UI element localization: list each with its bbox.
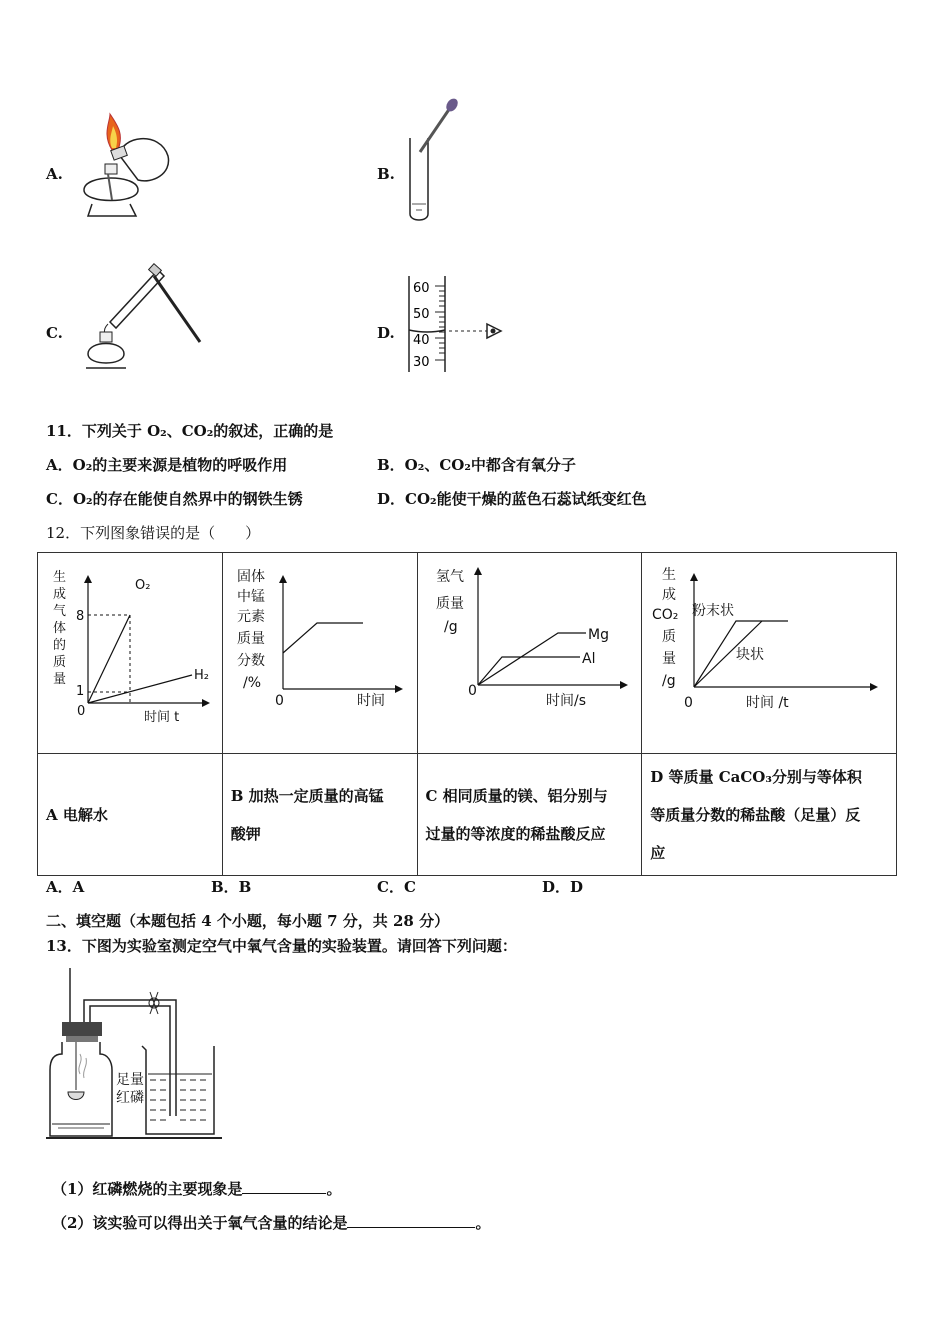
graph-c-xlabel: 时间/s — [545, 693, 586, 709]
heating-test-tube-figure — [80, 262, 210, 374]
graph-a-o2-line — [88, 615, 130, 703]
graph-b-origin: 0 — [274, 693, 284, 709]
q12-choice-b: B．B — [211, 878, 252, 896]
graph-c-al-label: Al — [581, 651, 595, 667]
graph-a-tick-8: 8 — [76, 609, 85, 624]
q12-choice-a: A．A — [46, 878, 85, 896]
graph-a-ylabel-6: 质 — [53, 655, 67, 670]
q12-choice-d: D．D — [542, 878, 584, 896]
oxygen-content-apparatus-figure — [44, 962, 228, 1142]
apparatus-label-line-1: 足量 — [116, 1072, 144, 1088]
graph-a-electrolysis — [38, 553, 220, 749]
graph-c-ylabel-3: /g — [443, 619, 458, 635]
graph-d-caco3 — [642, 553, 894, 749]
graph-a-tick-1: 1 — [76, 684, 85, 699]
q11-option-b: B．O₂、CO₂中都含有氧分子 — [377, 456, 576, 474]
q13-part-1: （1）红磷燃烧的主要现象是 。 — [52, 1180, 342, 1198]
option-b-label: B. — [377, 165, 395, 183]
cylinder-tick-50: 50 — [413, 307, 430, 322]
q13-part-1-answer-blank[interactable] — [242, 1179, 326, 1194]
caption-c: C 相同质量的镁、铝分别与 过量的等浓度的稀盐酸反应 — [417, 754, 642, 876]
graph-b-line — [283, 623, 363, 653]
graduated-cylinder-reading-figure — [405, 272, 510, 377]
apparatus-label-line-2: 红磷 — [116, 1090, 144, 1106]
caption-d: D 等质量 CaCO₃分别与等体积 等质量分数的稀盐酸（足量）反 应 — [642, 754, 897, 876]
graph-d-block-label: 块状 — [736, 647, 765, 663]
graph-d-ylabel-1: 生 — [662, 567, 677, 583]
option-a-label: A. — [46, 165, 63, 183]
test-tube-dropper-figure — [400, 96, 470, 226]
q13-part-2: （2）该实验可以得出关于氧气含量的结论是 。 — [52, 1214, 491, 1232]
graph-c-al-line — [478, 657, 580, 685]
q11-stem: 11．下列关于 O₂、CO₂的叙述，正确的是 — [46, 422, 334, 440]
cylinder-tick-60: 60 — [413, 281, 430, 296]
graph-b-ylabel-2: 中锰 — [236, 589, 265, 605]
section-2-heading: 二、填空题（本题包括 4 个小题，每小题 7 分，共 28 分） — [46, 912, 450, 930]
q11-option-c: C．O₂的存在能使自然界中的钢铁生锈 — [46, 490, 303, 508]
graph-a-ylabel-4: 体 — [53, 621, 67, 636]
caption-b: B 加热一定质量的高锰 酸钾 — [222, 754, 417, 876]
graph-b-kmno4 — [223, 553, 415, 749]
graph-a-ylabel-5: 的 — [53, 638, 67, 653]
graph-d-ylabel-5: 量 — [662, 651, 677, 667]
graph-b-ylabel-4: 质量 — [236, 631, 265, 647]
graph-c-ylabel-1: 氢气 — [435, 569, 464, 585]
q11-option-a: A．O₂的主要来源是植物的呼吸作用 — [46, 456, 288, 474]
option-c-label: C. — [46, 324, 63, 342]
cylinder-tick-30: 30 — [413, 355, 430, 370]
alcohol-lamp-lighting-figure — [72, 112, 177, 222]
graph-d-ylabel-2: 成 — [662, 587, 677, 603]
graph-c-ylabel-2: 质量 — [435, 596, 464, 612]
graph-c-mg-label: Mg — [587, 627, 609, 643]
graph-a-h2-label: H₂ — [194, 668, 209, 683]
graph-d-xlabel: 时间 /t — [746, 695, 789, 711]
graph-a-ylabel-2: 成 — [53, 587, 67, 602]
graph-a-o2-label: O₂ — [135, 578, 151, 593]
cylinder-tick-40: 40 — [413, 333, 430, 348]
graph-a-ylabel-3: 气 — [53, 604, 67, 619]
option-d-label: D. — [377, 324, 395, 342]
graph-a-origin: 0 — [77, 704, 86, 719]
graph-d-powder-label: 粉末状 — [692, 603, 735, 619]
graph-c-mg-line — [478, 633, 586, 685]
graph-c-mg-al — [418, 553, 640, 749]
q12-choice-c: C．C — [377, 878, 416, 896]
caption-a: A 电解水 — [38, 754, 223, 876]
graph-a-ylabel-1: 生 — [53, 570, 67, 585]
graph-a-xlabel: 时间 t — [144, 710, 180, 725]
q12-graph-table — [37, 552, 897, 876]
graph-b-ylabel-1: 固体 — [236, 569, 265, 585]
graph-d-ylabel-3: CO₂ — [652, 607, 679, 623]
graph-b-xlabel: 时间 — [356, 693, 385, 709]
graph-c-cell — [417, 553, 642, 754]
graph-b-ylabel-3: 元素 — [236, 609, 265, 625]
q13-stem: 13．下图为实验室测定空气中氧气含量的实验装置。请回答下列问题： — [46, 937, 517, 955]
graph-b-cell — [222, 553, 417, 754]
graph-d-cell — [642, 553, 897, 754]
graph-d-ylabel-6: /g — [662, 673, 676, 689]
graph-c-origin: 0 — [467, 683, 477, 699]
graph-a-cell — [38, 553, 223, 754]
graph-d-origin: 0 — [684, 695, 694, 711]
graph-b-ylabel-6: /% — [242, 675, 261, 691]
graph-a-ylabel-7: 量 — [53, 672, 67, 687]
graph-a-h2-line — [88, 675, 192, 703]
q13-part-2-answer-blank[interactable] — [347, 1213, 475, 1228]
q12-stem: 12．下列图象错误的是（ ） — [46, 524, 261, 542]
graph-d-ylabel-4: 质 — [662, 629, 677, 645]
q11-option-d: D．CO₂能使干燥的蓝色石蕊试纸变红色 — [377, 490, 647, 508]
graph-b-ylabel-5: 分数 — [236, 653, 265, 669]
